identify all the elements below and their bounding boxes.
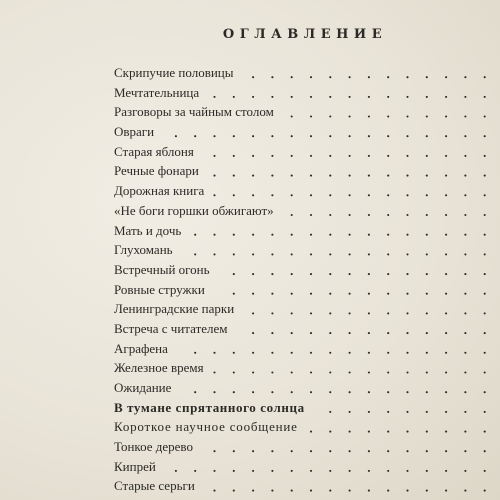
- toc-entry[interactable]: [114, 457, 500, 477]
- toc-entry[interactable]: [114, 437, 500, 457]
- toc-entry-title: Старые серьги: [114, 478, 195, 494]
- toc-entry[interactable]: [114, 280, 500, 300]
- toc-entry[interactable]: [114, 161, 500, 181]
- toc-entry-title: В тумане спрятанного солнца: [114, 399, 305, 415]
- toc-entry[interactable]: [114, 476, 500, 496]
- toc-entry-title: Глухомань: [114, 242, 173, 258]
- toc-entry[interactable]: [114, 102, 500, 122]
- toc-entry-title: Тонкое дерево: [114, 439, 193, 455]
- toc-entry-title: Встреча с читателем: [114, 320, 228, 336]
- toc-entry-title: «Не боги горшки обжигают»: [114, 202, 274, 218]
- contents-heading: ОГЛАВЛЕНИЕ: [222, 27, 388, 42]
- toc-entry[interactable]: [114, 339, 500, 359]
- toc-entry[interactable]: [114, 299, 500, 319]
- toc-entry[interactable]: [114, 142, 500, 162]
- toc-entry-title: Кипрей: [114, 458, 156, 474]
- toc-entry[interactable]: [114, 181, 500, 201]
- toc-entry-title: Ожидание: [114, 380, 172, 395]
- toc-entry[interactable]: [114, 83, 500, 103]
- toc-entry-title: Скрипучие половицы: [114, 65, 234, 80]
- toc-entry[interactable]: [114, 260, 500, 280]
- toc-entry-title: Ровные стружки: [114, 281, 205, 297]
- toc-entry[interactable]: [114, 240, 500, 260]
- toc-entry-title: Разговоры за чайным столом: [114, 104, 274, 120]
- toc-entry-title: Железное время: [114, 360, 204, 376]
- toc-entry-title: Речные фонари: [114, 163, 199, 179]
- toc-entry[interactable]: [114, 122, 500, 142]
- toc-entry-title: Аграфена: [114, 340, 168, 356]
- toc-entry[interactable]: [114, 398, 500, 418]
- toc-entry-title: Овраги: [114, 124, 155, 140]
- toc-entry-title: Дорожная книга: [114, 183, 205, 199]
- toc-entry[interactable]: [114, 63, 500, 83]
- toc-entry[interactable]: [114, 417, 500, 437]
- toc-entry-title: Старая яблоня: [114, 143, 194, 159]
- toc-entry[interactable]: [114, 378, 500, 398]
- toc-entry[interactable]: [114, 358, 500, 378]
- toc-entry[interactable]: [114, 201, 500, 221]
- toc-entry[interactable]: [114, 221, 500, 241]
- table-of-contents: [114, 63, 500, 496]
- toc-entry-title: Встречный огонь: [114, 261, 210, 277]
- toc-entry[interactable]: [114, 319, 500, 339]
- toc-entry-title: Ленинградские парки: [114, 301, 235, 317]
- toc-entry-title: Мечтательница: [114, 84, 200, 100]
- toc-entry-title: Короткое научное сообщение: [114, 419, 298, 435]
- toc-entry-title: Мать и дочь: [114, 222, 182, 238]
